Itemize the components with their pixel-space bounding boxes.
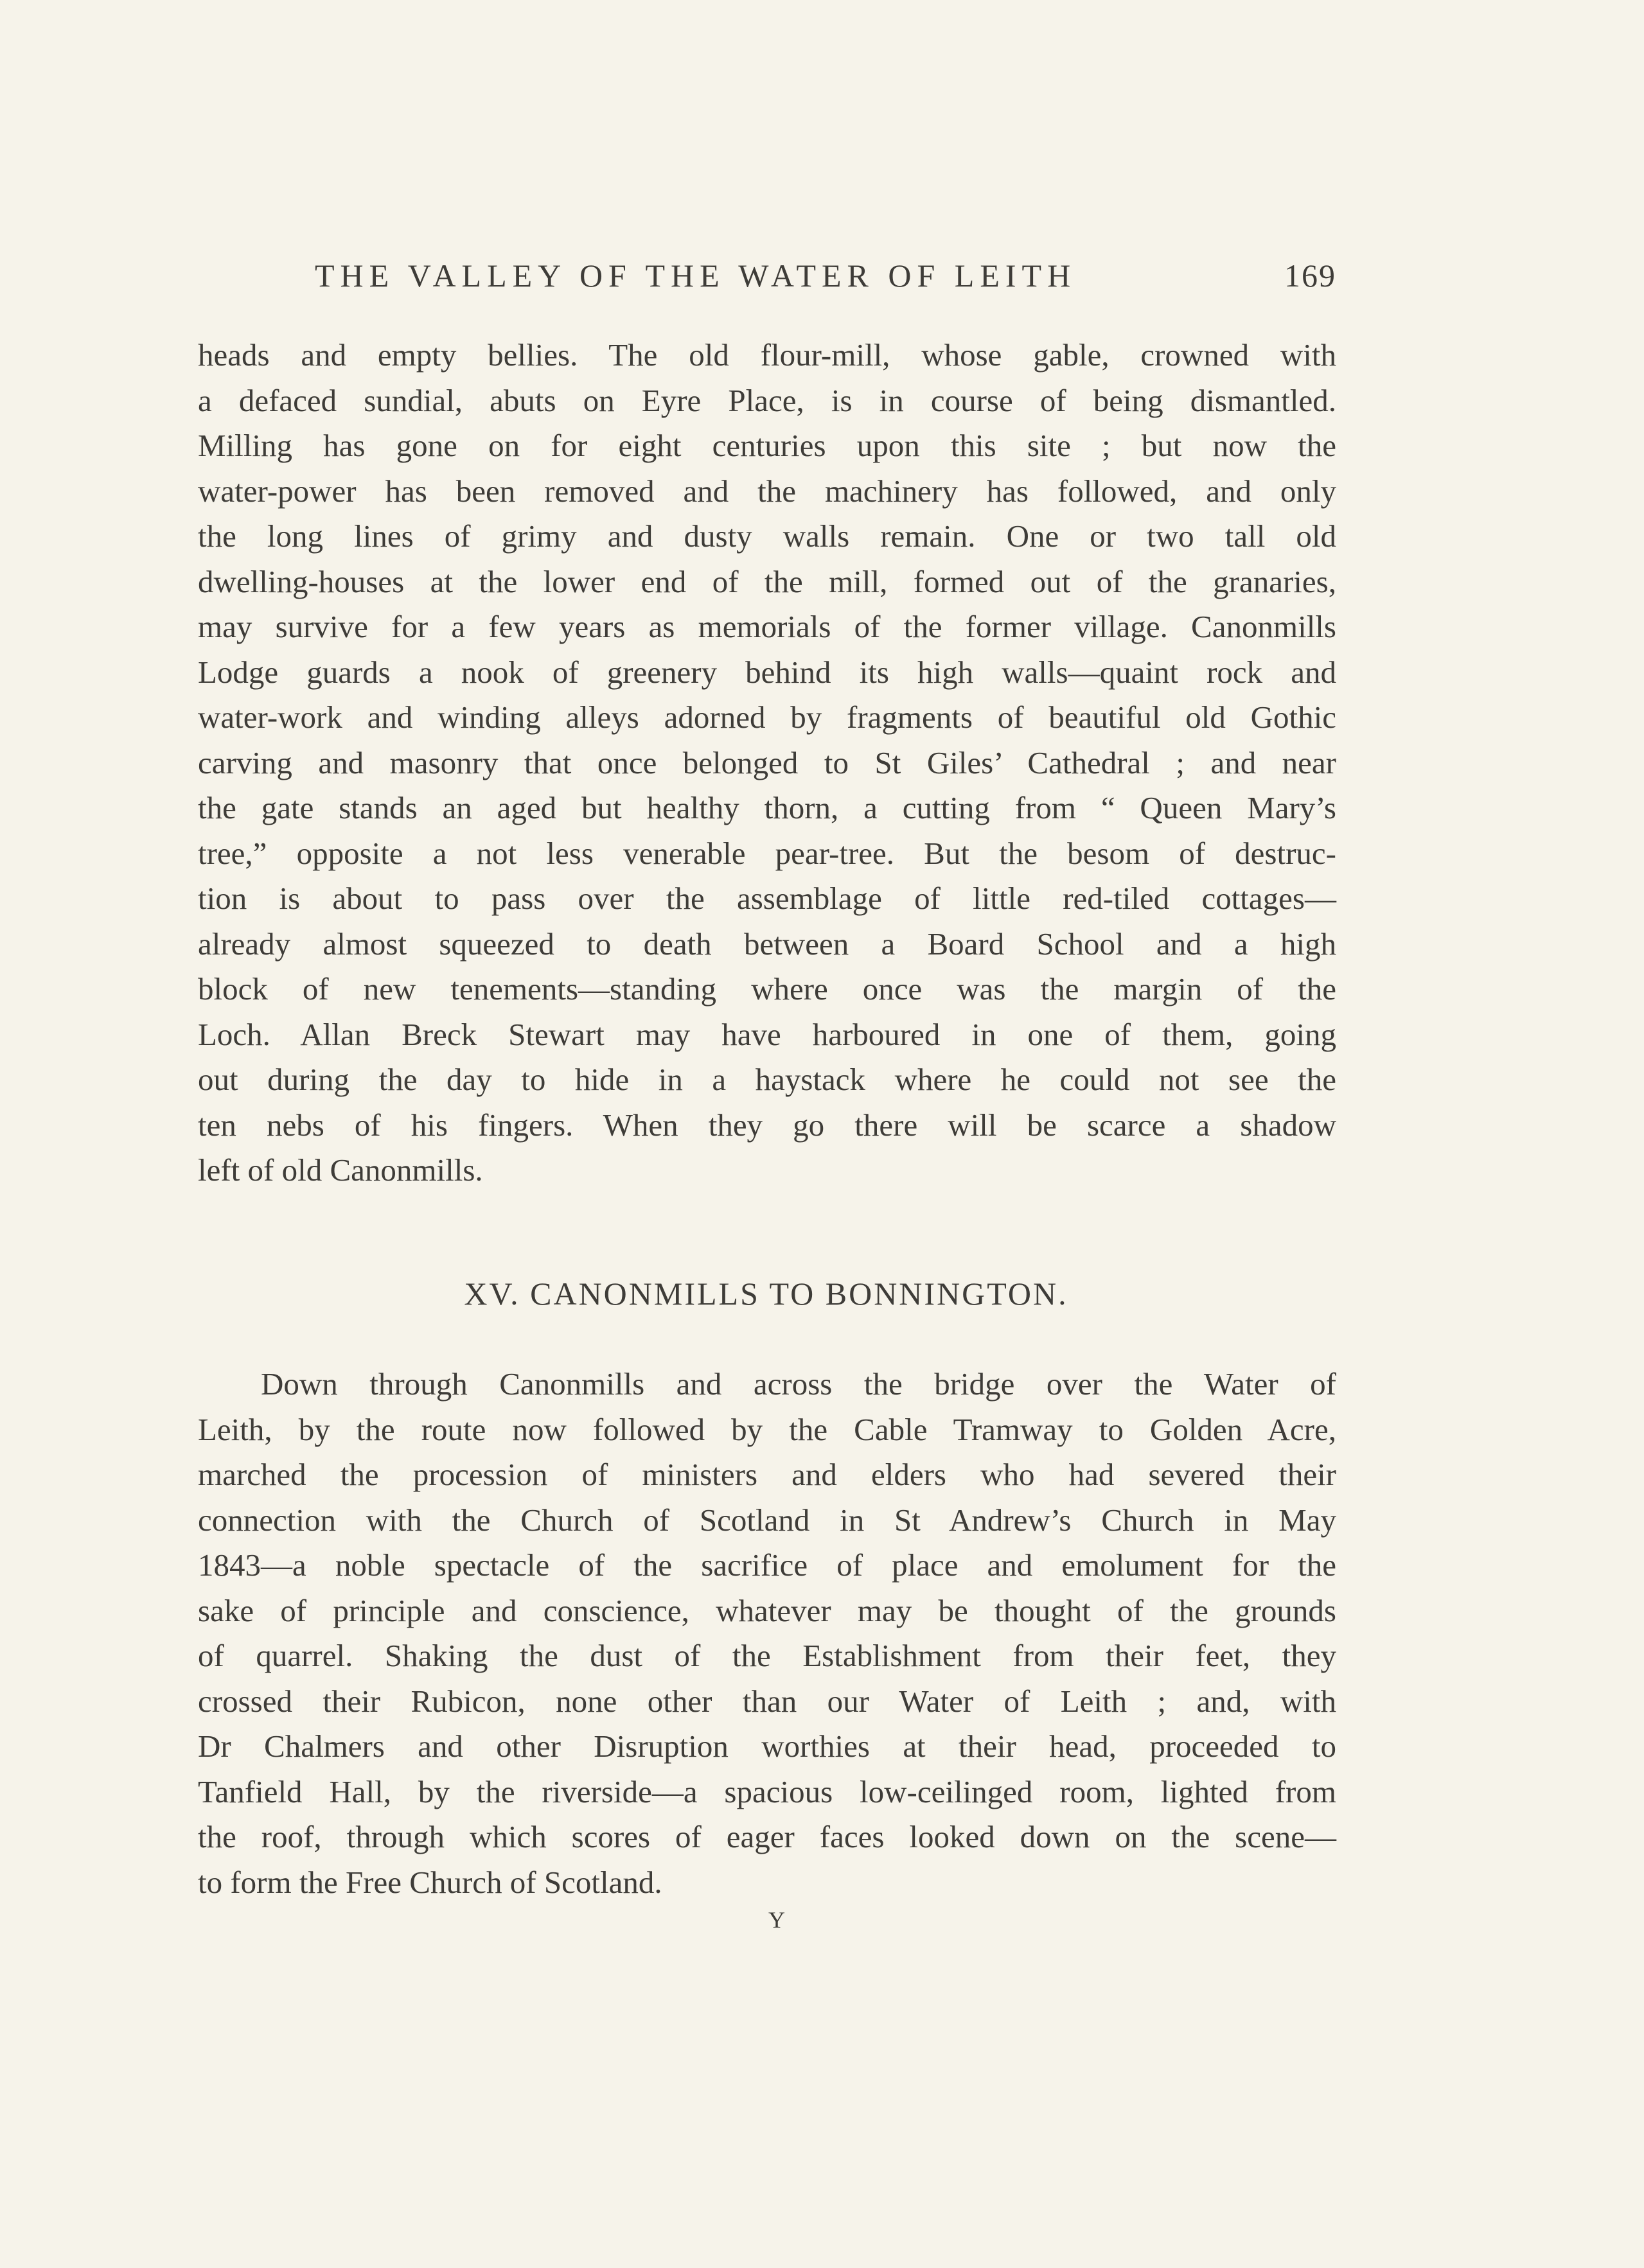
paragraph-1-line: the long lines of grimy and dusty walls remain. One or two tall old <box>198 518 1336 554</box>
page-number: 169 <box>1284 258 1336 294</box>
paragraph-2-line: crossed their Rubicon, none other than our Water of Leith ; and, with <box>198 1683 1336 1719</box>
paragraph-2-line: Down through Canonmills and across the bridge over the Water of <box>261 1366 1336 1402</box>
paragraph-2-line: sake of principle and conscience, whatever may be thought of the grounds <box>198 1592 1336 1628</box>
paragraph-1-line: ten nebs of his fingers. When they go there will be scarce a shadow <box>198 1107 1336 1143</box>
paragraph-1-line: a defaced sundial, abuts on Eyre Place, is in course of being dismantled. <box>198 382 1336 418</box>
paragraph-1-line: may survive for a few years as memorials of the former village. Canonmills <box>198 609 1336 644</box>
paragraph-2-line: to form the Free Church of Scotland. <box>198 1864 662 1900</box>
paragraph-1-line: carving and masonry that once belonged to St Giles’ Cathedral ; and near <box>198 744 1336 780</box>
running-head <box>196 257 1336 308</box>
paragraph-2-line: connection with the Church of Scotland in St Andrew’s Church in May <box>198 1502 1336 1538</box>
paragraph-1-line: left of old Canonmills. <box>198 1152 483 1188</box>
paragraph-2-line: Leith, by the route now followed by the Cable Tramway to Golden Acre, <box>198 1411 1336 1447</box>
paragraph-2-line: marched the procession of ministers and elders who had severed their <box>198 1457 1336 1492</box>
paragraph-1-line: already almost squeezed to death between a Board School and a high <box>198 926 1336 962</box>
paragraph-1 <box>198 333 1336 1193</box>
running-title: THE VALLEY OF THE WATER OF LEITH <box>315 258 1077 294</box>
paragraph-2-line: Tanfield Hall, by the riverside—a spacious low-ceilinged room, lighted from <box>198 1773 1336 1809</box>
paragraph-1-line: tree,” opposite a not less venerable pear-tree. But the besom of destruc- <box>198 835 1336 871</box>
paragraph-1-line: Milling has gone on for eight centuries upon this site ; but now the <box>198 428 1336 463</box>
paragraph-1-line: heads and empty bellies. The old flour-mill, whose gable, crowned with <box>198 337 1336 373</box>
section-heading: XV. CANONMILLS TO BONNINGTON. <box>464 1276 1068 1312</box>
paragraph-1-line: Loch. Allan Breck Stewart may have harboured in one of them, going <box>198 1016 1336 1052</box>
paragraph-1-line: block of new tenements—standing where once was the margin of the <box>198 971 1336 1007</box>
paragraph-1-line: out during the day to hide in a haystack where he could not see the <box>198 1062 1336 1097</box>
signature-mark: Y <box>768 1907 786 1933</box>
paragraph-2-line: the roof, through which scores of eager faces looked down on the scene— <box>198 1819 1336 1854</box>
paragraph-1-line: the gate stands an aged but healthy thorn, a cutting from “ Queen Mary’s <box>198 790 1336 825</box>
paragraph-2 <box>198 1362 1336 1905</box>
paragraph-1-line: dwelling-houses at the lower end of the mill, formed out of the granaries, <box>198 563 1336 599</box>
paragraph-2-line: 1843—a noble spectacle of the sacrifice of place and emolument for the <box>198 1547 1336 1583</box>
paragraph-1-line: water-work and winding alleys adorned by fragments of beautiful old Gothic <box>198 699 1336 735</box>
paragraph-1-line: tion is about to pass over the assemblage of little red-tiled cottages— <box>198 881 1336 916</box>
paragraph-2-line: Dr Chalmers and other Disruption worthies at their head, proceeded to <box>198 1728 1336 1764</box>
paragraph-2-line: of quarrel. Shaking the dust of the Establishment from their feet, they <box>198 1638 1336 1673</box>
paragraph-1-line: Lodge guards a nook of greenery behind its high walls—quaint rock and <box>198 654 1336 690</box>
paragraph-1-line: water-power has been removed and the machinery has followed, and only <box>198 473 1336 509</box>
